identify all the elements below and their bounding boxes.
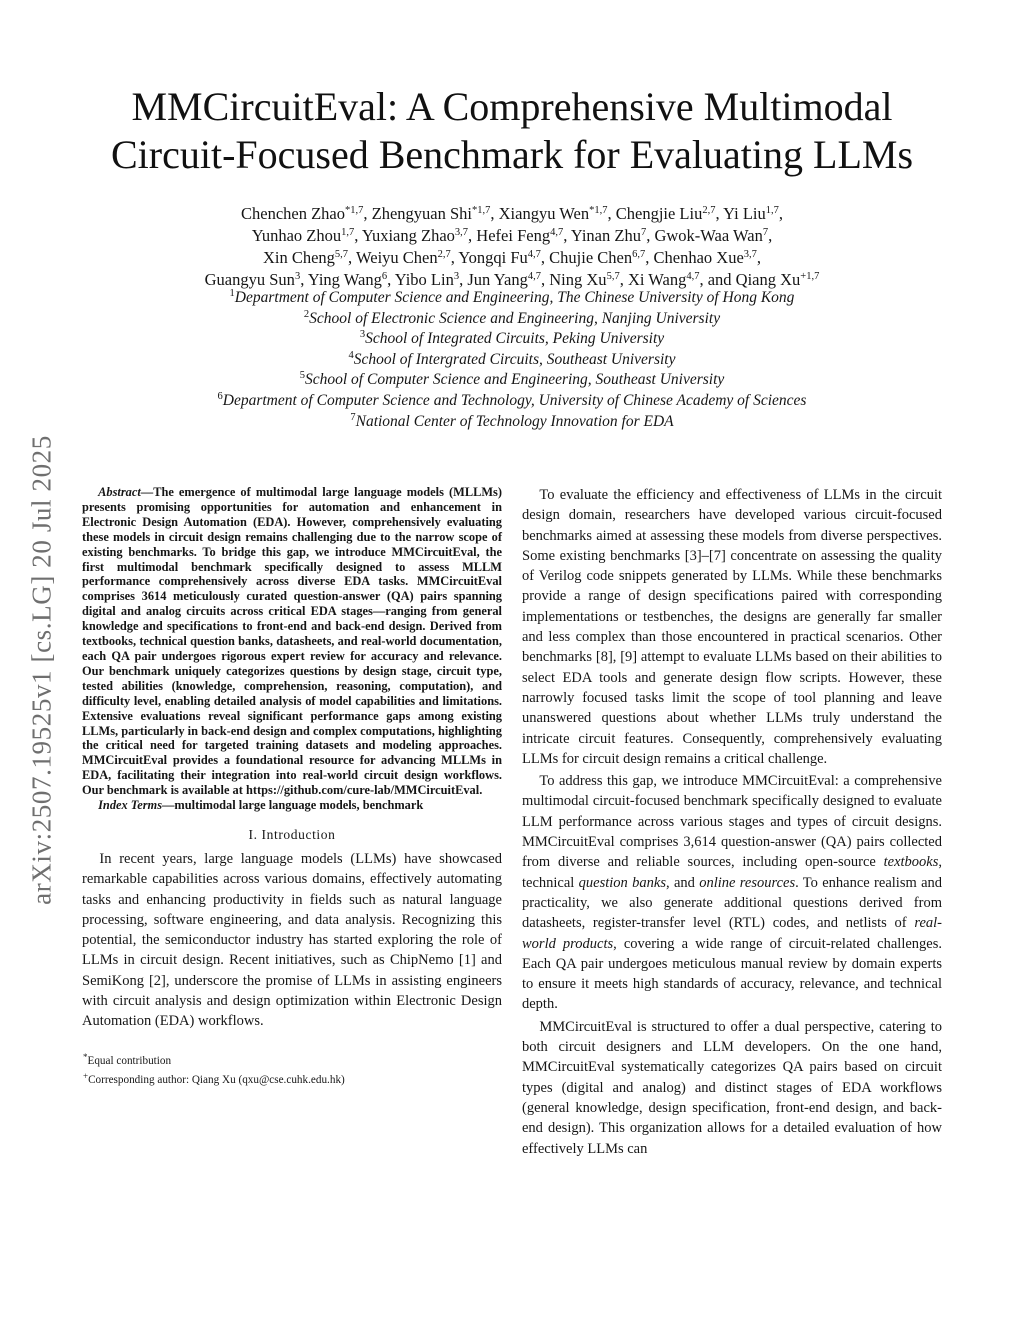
author-affiliation-marks: *1,7 <box>589 205 608 216</box>
author-separator: , <box>468 226 473 245</box>
author-entry <box>395 270 464 289</box>
affiliation-number: 7 <box>350 411 356 423</box>
author-affiliation-marks: 5,7 <box>606 271 620 282</box>
author-entry <box>205 270 305 289</box>
author-entry <box>549 248 649 267</box>
author-affiliation-marks: 6 <box>381 271 388 282</box>
right-p2-real-world-products: real-world products <box>522 915 942 952</box>
affiliation-line <box>80 391 944 412</box>
author-name: Yibo Lin <box>394 270 454 289</box>
footnote-corr-mark: + <box>83 1070 89 1081</box>
author-entry <box>467 270 545 289</box>
right-p2-online-resources: online resources <box>699 874 796 891</box>
author-entry <box>499 204 612 223</box>
right-column <box>522 485 942 1159</box>
right-p2-part-b: , technical <box>522 854 942 891</box>
author-affiliation-marks: 4,7 <box>527 249 541 260</box>
author-name: Yi Liu <box>723 204 766 223</box>
right-p2-part-a: To address this gap, we introduce MMCircuitEval: a comprehensive multimodal circuit-focused benchmark specifically designed to evaluate LLM performance across various stages and types of circuit designs. MMCircuitEval comprises 3,614 question-answer (QA) pairs collected from diverse and reliable sources, including open-source <box>522 773 942 871</box>
author-name: Guangyu Sun <box>204 270 295 289</box>
author-name: Yongqi Fu <box>458 248 528 267</box>
author-entry <box>628 270 732 289</box>
section-heading-introduction: I. Introduction <box>248 826 336 842</box>
author-entry <box>654 226 772 245</box>
footnote-equal-contribution <box>83 1050 502 1069</box>
affiliation-text: Department of Computer Science and Technology, University of Chinese Academy of Sciences <box>222 391 807 409</box>
author-entry <box>241 204 368 223</box>
author-separator: , <box>541 270 546 289</box>
author-affiliation-marks: 4,7 <box>686 271 700 282</box>
author-name: Qiang Xu <box>735 270 801 289</box>
author-entry <box>571 226 651 245</box>
author-entry <box>476 226 567 245</box>
author-name: Chengjie Liu <box>615 204 703 223</box>
index-terms <box>82 798 502 813</box>
author-entry <box>549 270 624 289</box>
author-name: Yinan Zhu <box>570 226 641 245</box>
footnote-equal-mark: * <box>83 1051 88 1062</box>
footnote-corr-text: Corresponding author: Qiang Xu (qxu@cse.cuhk.edu.hk) <box>88 1073 345 1086</box>
affiliation-number: 1 <box>229 288 235 299</box>
affiliation-text: Department of Computer Science and Engineering, The Chinese University of Hong Kong <box>234 289 795 306</box>
intro-paragraph: In recent years, large language models (LLMs) have showcased remarkable capabilities across various domains, effectively automating tasks and enhancing productivity in fields such as natural language processing, software engineering, and data analysis. Recognizing this potential, the semiconductor industry has started exploring the role of LLMs in circuit design. Recent initiatives, such as ChipNemo [1] and SemiKong [2], underscore the promise of LLMs in assisting engineers with circuit analysis and design optimization within Electronic Design Automation (EDA) workflows. <box>82 850 502 1030</box>
right-p2-part-c: , and <box>665 874 700 891</box>
author-affiliation-marks: 2,7 <box>437 249 451 260</box>
author-affiliation-marks: 7 <box>640 227 647 238</box>
index-terms-text: —multimodal large language models, benchmark <box>162 798 424 813</box>
affiliation-number: 5 <box>299 370 305 382</box>
author-name: Jun Yang <box>467 270 528 289</box>
footnotes <box>82 1050 502 1088</box>
abstract-text: —The emergence of multimodal large language models (MLLMs) presents promising opportunities for automation and enhancement in Electronic Design Automation (EDA). However, comprehensively evaluating these models in circuit design remains challenging due to the narrow scope of existing benchmarks. To bridge this gap, we introduce MMCircuitEval, the first multimodal benchmark specifically designed to assess MLLM performance comprehensively across diverse EDA tasks. MMCircuitEval comprises 3614 meticulously curated question-answer (QA) pairs spanning digital and analog circuits across critical EDA stages—ranging from general knowledge and specifications to front-end and back-end design. Derived from textbooks, technical question banks, datasheets, and real-world documentation, each QA pair undergoes rigorous expert review for accuracy and relevance. Our benchmark uniquely categorizes questions by design stage, circuit type, tested abilities (knowledge, comprehension, reasoning, computation), and difficulty level, enabling detailed analysis of model capabilities and limitations. Extensive evaluations reveal significant performance gaps among existing LLMs, particularly in back-end design and complex computations, highlighting the critical need for targeted training datasets and modeling approaches. MMCircuitEval provides a foundational resource for advancing MLLMs in EDA, facilitating their integration into real-world circuit design workflows. Our benchmark is available at https://github.com/cure-lab/MMCircuitEval. <box>82 485 502 798</box>
right-paragraph-1: To evaluate the efficiency and effectiveness of LLMs in the circuit design domain, researchers have developed various circuit-focused benchmarks aimed at assessing these models from diverse perspectives. Some existing benchmarks [3]–[7] concentrate on assessing the quality of Verilog code snippets generated by LLMs. While these benchmarks provide a range of design specifications paired with corresponding implementations or testbenches, the designs are generally far smaller and less complex than those encountered in practical scenarios. Other benchmarks [8], [9] attempt to evaluate LLMs based on their abilities to select EDA tools and generate design flow scripts. However, these narrowly focused tasks limit the scope of tool planning and leave unanswered questions about whether LLMs truly understand the intricate circuit features. Consequently, comprehensively evaluating LLMs for circuit design remains a critical challenge. <box>522 487 942 767</box>
author-separator: , <box>459 270 464 289</box>
arxiv-identifier-text: arXiv:2507.19525v1 [cs.LG] 20 Jul 2025 <box>26 435 57 905</box>
affiliation-line <box>80 412 944 433</box>
affiliation-line <box>80 350 944 371</box>
author-name: Hefei Feng <box>476 226 551 245</box>
author-affiliation-marks: 3 <box>294 271 301 282</box>
author-name: Zhengyuan Shi <box>371 204 472 223</box>
author-affiliation-marks: *1,7 <box>472 205 491 216</box>
right-paragraph-3: MMCircuitEval is structured to offer a dual perspective, catering to both circuit designers and LLM developers. On the one hand, MMCircuitEval systematically categorizes QA pairs based on circuit types (digital and analog) and distinct stages of EDA workflows (general knowledge, design specification, front-end design, and back-end design). This organization allows for a detailed evaluation of how effectively LLMs can <box>522 1018 942 1157</box>
affiliation-line <box>80 370 944 391</box>
affiliation-text: School of Electronic Science and Engineering, Nanjing University <box>309 309 721 327</box>
author-separator: , <box>768 226 773 245</box>
author-separator: , <box>645 248 650 267</box>
author-separator: , <box>354 226 359 245</box>
right-p2-question-banks: question banks <box>578 874 666 891</box>
affiliation-number: 6 <box>217 390 223 402</box>
paper-title <box>60 83 964 179</box>
arxiv-identifier-stamp <box>22 380 62 960</box>
author-entry <box>263 248 352 267</box>
author-name: Xiangyu Wen <box>498 204 590 223</box>
affiliation-text: School of Computer Science and Engineering, Southeast University <box>304 371 725 389</box>
author-affiliation-marks: +1,7 <box>800 271 820 282</box>
author-affiliation-marks: 4,7 <box>550 227 564 238</box>
affiliation-text: School of Intergrated Circuits, Southeast University <box>353 350 676 368</box>
author-affiliation-marks: 7 <box>762 227 769 238</box>
author-entry <box>616 204 720 223</box>
author-separator: , <box>619 270 624 289</box>
right-p2-part-e: , covering a wide range of circuit-related challenges. Each QA pair undergoes meticulous manual review by domain experts to ensure it meets high standards of accuracy, relevance, and technical depth. <box>522 935 942 1013</box>
author-separator: , <box>778 204 783 223</box>
author-entry <box>252 226 359 245</box>
author-affiliation-marks: 3,7 <box>454 227 469 238</box>
affiliation-line <box>80 309 944 330</box>
author-name: Chenhao Xue <box>653 248 744 267</box>
author-name: Yunhao Zhou <box>251 226 342 245</box>
author-entry <box>372 204 495 223</box>
author-name: Yuxiang Zhao <box>361 226 455 245</box>
right-paragraph-2 <box>522 771 942 1015</box>
title-line-2: Circuit-Focused Benchmark for Evaluating LLMs <box>110 132 914 177</box>
author-entry <box>654 248 762 267</box>
author-name: Xin Cheng <box>262 248 335 267</box>
author-name: Ning Xu <box>549 270 607 289</box>
author-separator: , <box>607 204 612 223</box>
author-separator: , <box>363 204 368 223</box>
affiliation-text: National Center of Technology Innovation for EDA <box>355 412 674 430</box>
affiliation-number: 3 <box>359 329 366 341</box>
author-affiliation-marks: *1,7 <box>345 205 364 216</box>
author-separator: , <box>387 270 392 289</box>
right-p2-part-d: . To enhance realism and practicality, we also generate additional questions derived from datasheets, register-transfer level (RTL) codes, and netlists of <box>522 874 943 932</box>
affiliation-text: School of Integrated Circuits, Peking University <box>365 330 665 348</box>
author-affiliation-marks: 1,7 <box>765 205 779 216</box>
author-separator: , <box>540 248 546 267</box>
author-separator: , <box>300 270 305 289</box>
footnote-equal-text: Equal contribution <box>87 1054 172 1067</box>
author-list <box>100 203 924 291</box>
author-entry <box>723 204 783 223</box>
author-separator: , <box>715 204 720 223</box>
author-entry <box>458 248 545 267</box>
author-name: Gwok-Waa Wan <box>654 226 763 245</box>
author-entry <box>308 270 391 289</box>
author-affiliation-marks: 2,7 <box>702 205 716 216</box>
author-affiliation-marks: 5,7 <box>334 249 349 260</box>
abstract <box>82 485 502 798</box>
author-affiliation-marks: 6,7 <box>632 249 646 260</box>
left-column <box>82 485 502 1088</box>
author-name: Weiyu Chen <box>356 248 438 267</box>
author-name: Chenchen Zhao <box>240 204 345 223</box>
author-separator: , <box>563 226 568 245</box>
affiliation-number: 2 <box>303 308 310 320</box>
author-affiliation-marks: 3 <box>453 271 460 282</box>
author-name: Chujie Chen <box>549 248 633 267</box>
title-line-1: MMCircuitEval: A Comprehensive Multimodal <box>131 84 893 129</box>
affiliation-line <box>80 288 944 309</box>
author-entry <box>356 248 455 267</box>
author-affiliation-marks: 4,7 <box>527 271 542 282</box>
author-name: Xi Wang <box>627 270 687 289</box>
right-p2-textbooks: textbooks <box>883 854 939 871</box>
affiliation-line <box>80 329 944 350</box>
author-separator: , <box>646 226 651 245</box>
author-separator: , <box>450 248 455 267</box>
author-separator: , <box>756 248 762 267</box>
footnote-corresponding-author <box>83 1069 502 1088</box>
index-terms-label: Index Terms <box>98 798 163 813</box>
author-entry <box>362 226 472 245</box>
affiliation-number: 4 <box>348 349 354 361</box>
abstract-label: Abstract <box>98 485 141 499</box>
author-affiliation-marks: 3,7 <box>743 249 757 260</box>
author-separator: , <box>348 248 353 267</box>
author-entry <box>736 270 820 289</box>
affiliation-list <box>80 288 944 432</box>
author-separator: , and <box>699 270 732 289</box>
author-affiliation-marks: 1,7 <box>341 227 355 238</box>
author-name: Ying Wang <box>307 270 382 289</box>
author-separator: , <box>490 204 495 223</box>
